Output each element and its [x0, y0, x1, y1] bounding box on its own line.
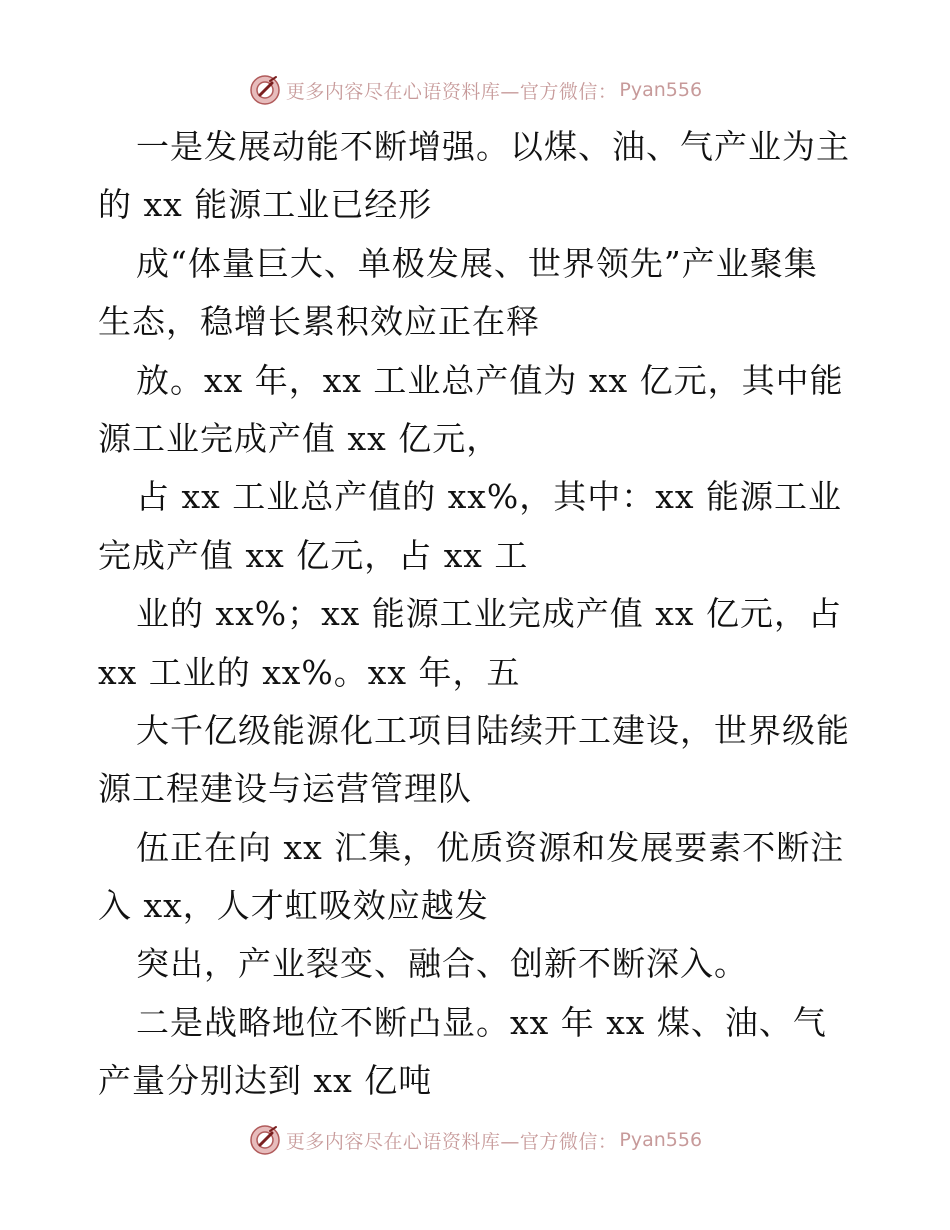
footer-watermark — [0, 1120, 950, 1160]
text-line: 源工业完成产值 xx 亿元， — [98, 418, 501, 458]
wax-seal-icon — [248, 73, 282, 107]
text-line: xx 工业的 xx%。xx 年，五 — [98, 652, 521, 692]
text-line: 源工程建设与运营管理队 — [98, 769, 472, 809]
text-line: 产量分别达到 xx 亿吨 — [98, 1061, 433, 1101]
text-line: 的 xx 能源工业已经形 — [98, 185, 433, 225]
header-watermark — [0, 70, 950, 110]
watermark-text: 更多内容尽在心语资料库—官方微信： — [285, 80, 618, 103]
text-line: 成“体量巨大、单极发展、世界领先”产业聚集 — [136, 243, 818, 283]
text-line: 生态，稳增长累积效应正在释 — [98, 302, 540, 342]
text-line: 业的 xx%；xx 能源工业完成产值 xx 亿元，占 — [136, 594, 842, 634]
wax-seal-icon — [248, 1123, 282, 1157]
text-line: 一是发展动能不断增强。以煤、油、气产业为主 — [136, 127, 850, 166]
text-line: 二是战略地位不断凸显。xx 年 xx 煤、油、气 — [136, 1002, 827, 1042]
text-line: 放。xx 年，xx 工业总产值为 xx 亿元，其中能 — [136, 360, 844, 400]
watermark-text: 更多内容尽在心语资料库—官方微信： — [285, 1130, 618, 1153]
text-line: 占 xx 工业总产值的 xx%，其中：xx 能源工业 — [136, 477, 842, 517]
text-line: 伍正在向 xx 汇集，优质资源和发展要素不断注 — [136, 827, 845, 867]
watermark-account: Pyan556 — [619, 79, 703, 101]
text-line: 大千亿级能源化工项目陆续开工建设，世界级能 — [136, 710, 850, 750]
watermark-account: Pyan556 — [619, 1129, 703, 1151]
document-body — [98, 118, 858, 1111]
text-line: 突出，产业裂变、融合、创新不断深入。 — [136, 944, 748, 984]
text-line: 完成产值 xx 亿元，占 xx 工 — [98, 535, 529, 575]
text-line: 入 xx，人才虹吸效应越发 — [98, 886, 489, 926]
